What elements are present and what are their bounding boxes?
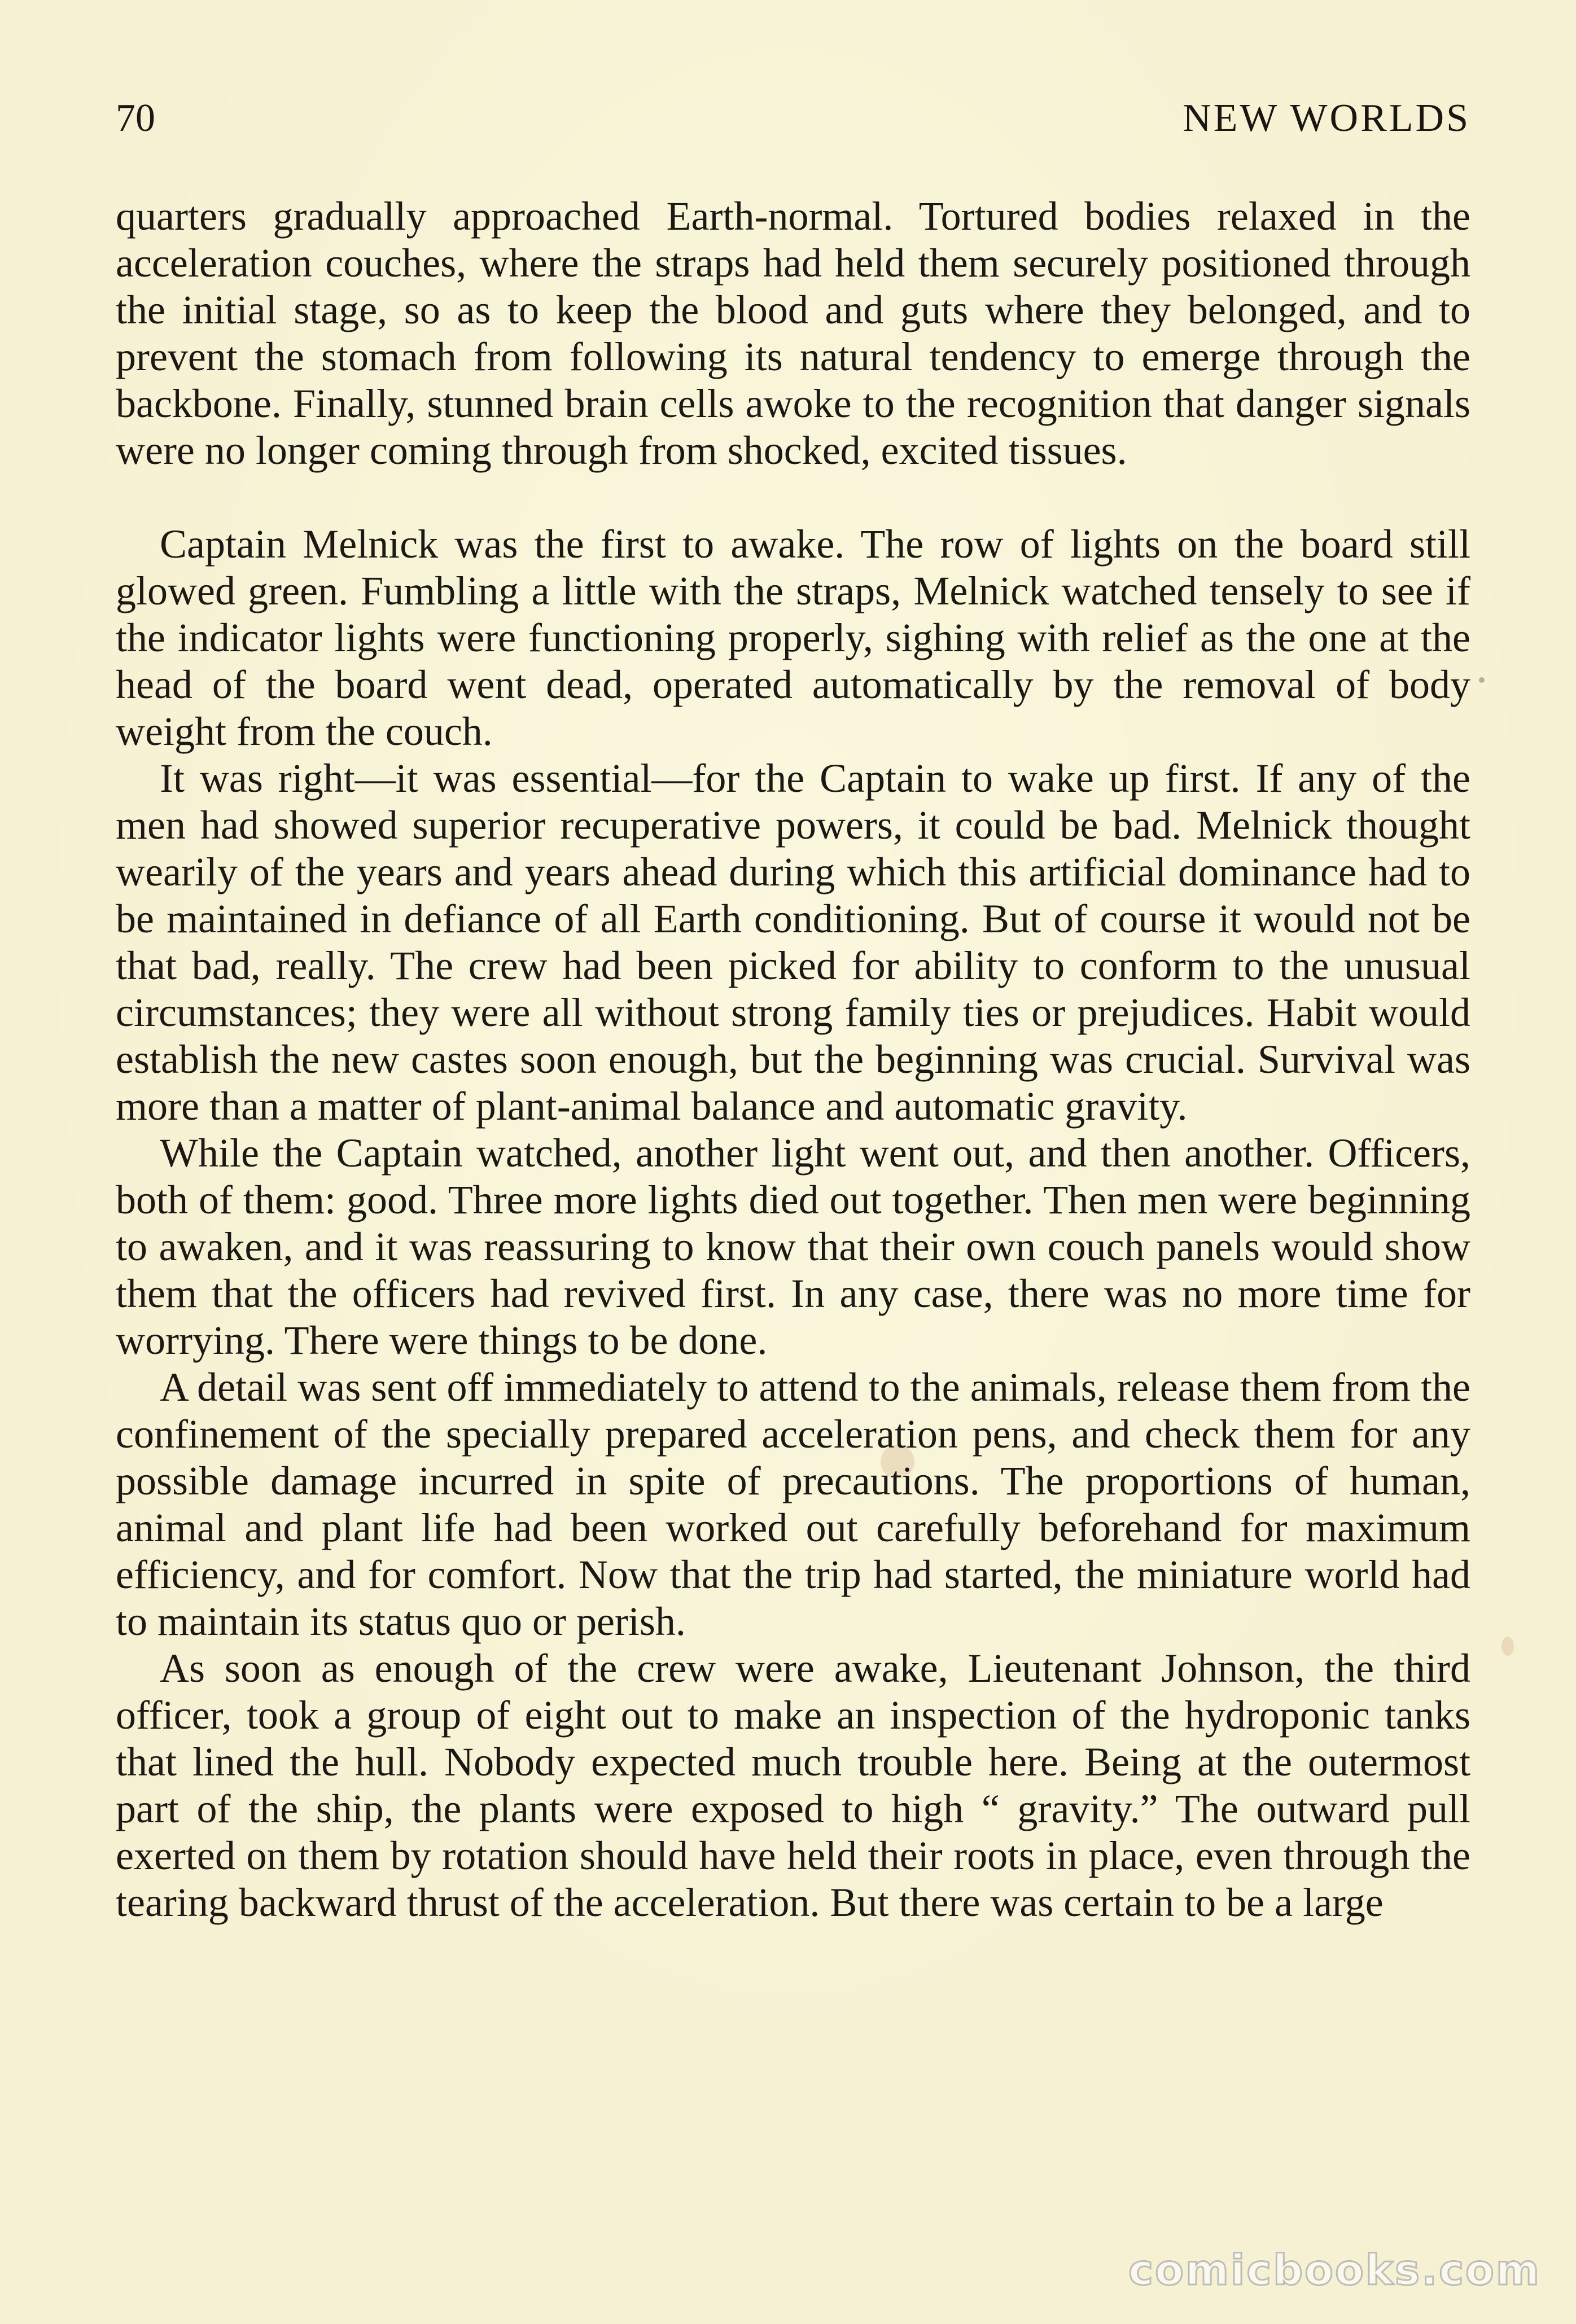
paper-speck (1479, 677, 1485, 683)
paragraph: A detail was sent off immediately to attend to the animals, release them from the confinement of the specially prepared acceleration pens, and check them for any possible damage incurred in spite of precautions. The proportions of human, animal and plant life had been worked out carefully beforehand for maximum efficiency, and for comfort. Now that the trip had started, the miniature world had to maintain its status quo or perish. (116, 1365, 1470, 1644)
body-text (116, 193, 1470, 1926)
watermark: comicbooks.com (1128, 2246, 1541, 2295)
running-head (116, 96, 1470, 147)
paper-stain (1501, 1637, 1514, 1656)
paragraph: While the Captain watched, another light went out, and then another. Officers, both of them: good. Three more lights died out together. Then men were beginning to awaken, and it was reassuring to know that their own couch panels would show them that the officers had revived first. In any case, there was no more time for worrying. There were things to be done. (116, 1130, 1470, 1363)
paragraph: Captain Melnick was the first to awake. The row of lights on the board still glowed green. Fumbling a little with the straps, Melnick watched tensely to see if the indicator lights were functioning properly, sighing with relief as the one at the head of the board went dead, operated automatically by the removal of body weight from the couch. (116, 521, 1470, 754)
running-title: NEW WORLDS (1183, 97, 1470, 140)
paragraph: quarters gradually approached Earth-normal. Tortured bodies relaxed in the acceleration couches, where the straps had held them securely positioned through the initial stage, so as to keep the blood and guts where they belonged, and to prevent the stomach from following its natural tendency to emerge through the backbone. Finally, stunned brain cells awoke to the recognition that danger signals were no longer coming through from shocked, excited tissues. (116, 194, 1470, 473)
paragraph: As soon as enough of the crew were awake, Lieutenant Johnson, the third officer, took a group of eight out to make an inspection of the hydroponic tanks that lined the hull. Nobody expected much trouble here. Being at the outermost part of the ship, the plants were exposed to high “ gravity.” The outward pull exerted on them by rotation should have held their roots in place, even through the tearing backward thrust of the acceleration. But there was certain to be a large (116, 1646, 1470, 1925)
page-number: 70 (116, 97, 155, 140)
paragraph: It was right—it was essential—for the Captain to wake up first. If any of the men had showed superior recuperative powers, it could be bad. Melnick thought wearily of the years and years ahead during which this artificial dominance had to be maintained in defiance of all Earth conditioning. But of course it would not be that bad, really. The crew had been picked for ability to conform to the unusual circumstances; they were all without strong family ties or prejudices. Habit would establish the new castes soon enough, but the beginning was crucial. Survival was more than a matter of plant-animal balance and automatic gravity. (116, 756, 1470, 1129)
